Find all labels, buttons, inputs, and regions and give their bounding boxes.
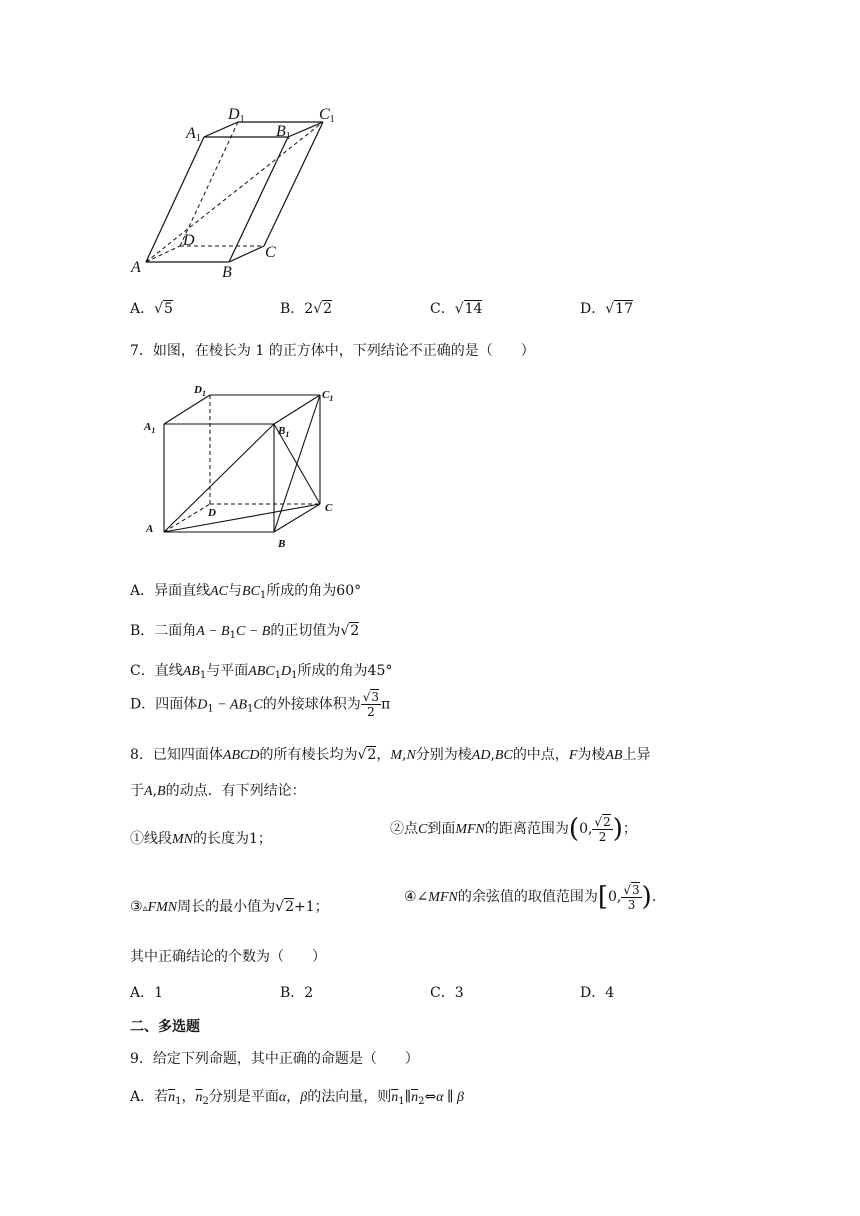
diagonal-a-c1-hidden [146,122,323,262]
cube-label-b1: $B_1$ [278,425,290,439]
cube-figure [140,380,350,550]
q8-option-a: A．1 [130,985,164,1001]
cube-label-c1: $C_1$ [322,389,334,403]
cube-label-a: A [146,523,154,535]
edge-b-b1 [229,137,288,262]
label-d1: D1 [228,106,245,125]
label-c1: C1 [319,106,335,125]
parallelepiped-figure [120,100,360,285]
label-d: D [183,232,195,249]
cube-edge-b1-c1 [274,395,320,424]
q8-line2: 于A,B的动点．有下列结论： [130,783,306,799]
q8-question: 其中正确结论的个数为（ ） [130,949,326,965]
q8-option-c: C．3 [430,985,464,1001]
q8-statement-3: ③▵FMN周长的最小值为√2+1； [130,899,329,915]
edge-b-c [229,246,264,262]
cube-label-d: D [208,507,216,519]
q7-option-c: C．直线$AB_1$与平面$ABC_1D_1$所成的角为45° [130,663,393,681]
q6-option-a: A．√5 [130,301,173,317]
q8-option-b: B．2 [280,985,314,1001]
edge-d1-a1 [204,122,238,137]
label-a: A [131,259,141,276]
cube-label-b: B [278,538,286,550]
edge-c-c1 [264,122,323,246]
q6-option-c: C．√14 [430,301,483,317]
q7-option-d: D．四面体$D_1 - AB_1C$的外接球体积为 $\frac{√3}{2}$ π [130,690,391,719]
q8-statement-4: ④∠MFN的余弦值的取值范围为[0, $\frac{√3}{3}$ ). [404,882,657,912]
cube-label-d1: $D_1$ [194,384,206,398]
edge-a-a1 [146,137,204,262]
section-heading-multiple-choice: 二、多选题 [130,1019,200,1035]
q8-statement-1: ①线段MN的长度为1； [130,831,272,847]
cube-segment-a-b1 [164,424,274,532]
cube-label-a1: $A_1$ [144,421,156,435]
q6-option-d: D．√17 [580,301,633,317]
q7-option-b: B．二面角$A - B_1C - B$的正切值为√2 [130,623,360,641]
label-b: B [222,264,232,281]
label-b1: B1 [276,123,291,142]
q6-option-b: B．2√2 [280,301,333,317]
q9-option-a: A．若$\overline{n}_1$，$\overline{n}_2$分别是平面α，β的法向量，则$\overline{n}_1\parallel\overline{n}_2\Leftrightarrow\alpha$ ∥ β [130,1089,464,1107]
edge-b1-c1 [288,122,323,137]
q8-statement-2: ②点C到面MFN的距离范围为(0, $\frac{√2}{2}$ )； [390,814,637,844]
q9-stem: 9．给定下列命题，其中正确的命题是（ ） [130,1051,419,1067]
cube-edge-a1-d1 [164,395,210,424]
label-c: C [265,244,276,261]
cube-segment-b-c1 [274,395,320,532]
q7-option-a: A．异面直线AC与$BC_1$所成的角为60° [130,583,362,601]
q7-stem: 7．如图，在棱长为 1 的正方体中，下列结论不正确的是（ ） [130,343,535,359]
q8-option-d: D．4 [580,985,615,1001]
cube-label-c: C [325,502,333,514]
label-a1: A1 [186,125,201,144]
q8-line1: 8．已知四面体ABCD的所有棱长均为√2，M,N分别为棱AD,BC的中点，F为棱AB上异 [130,747,651,763]
